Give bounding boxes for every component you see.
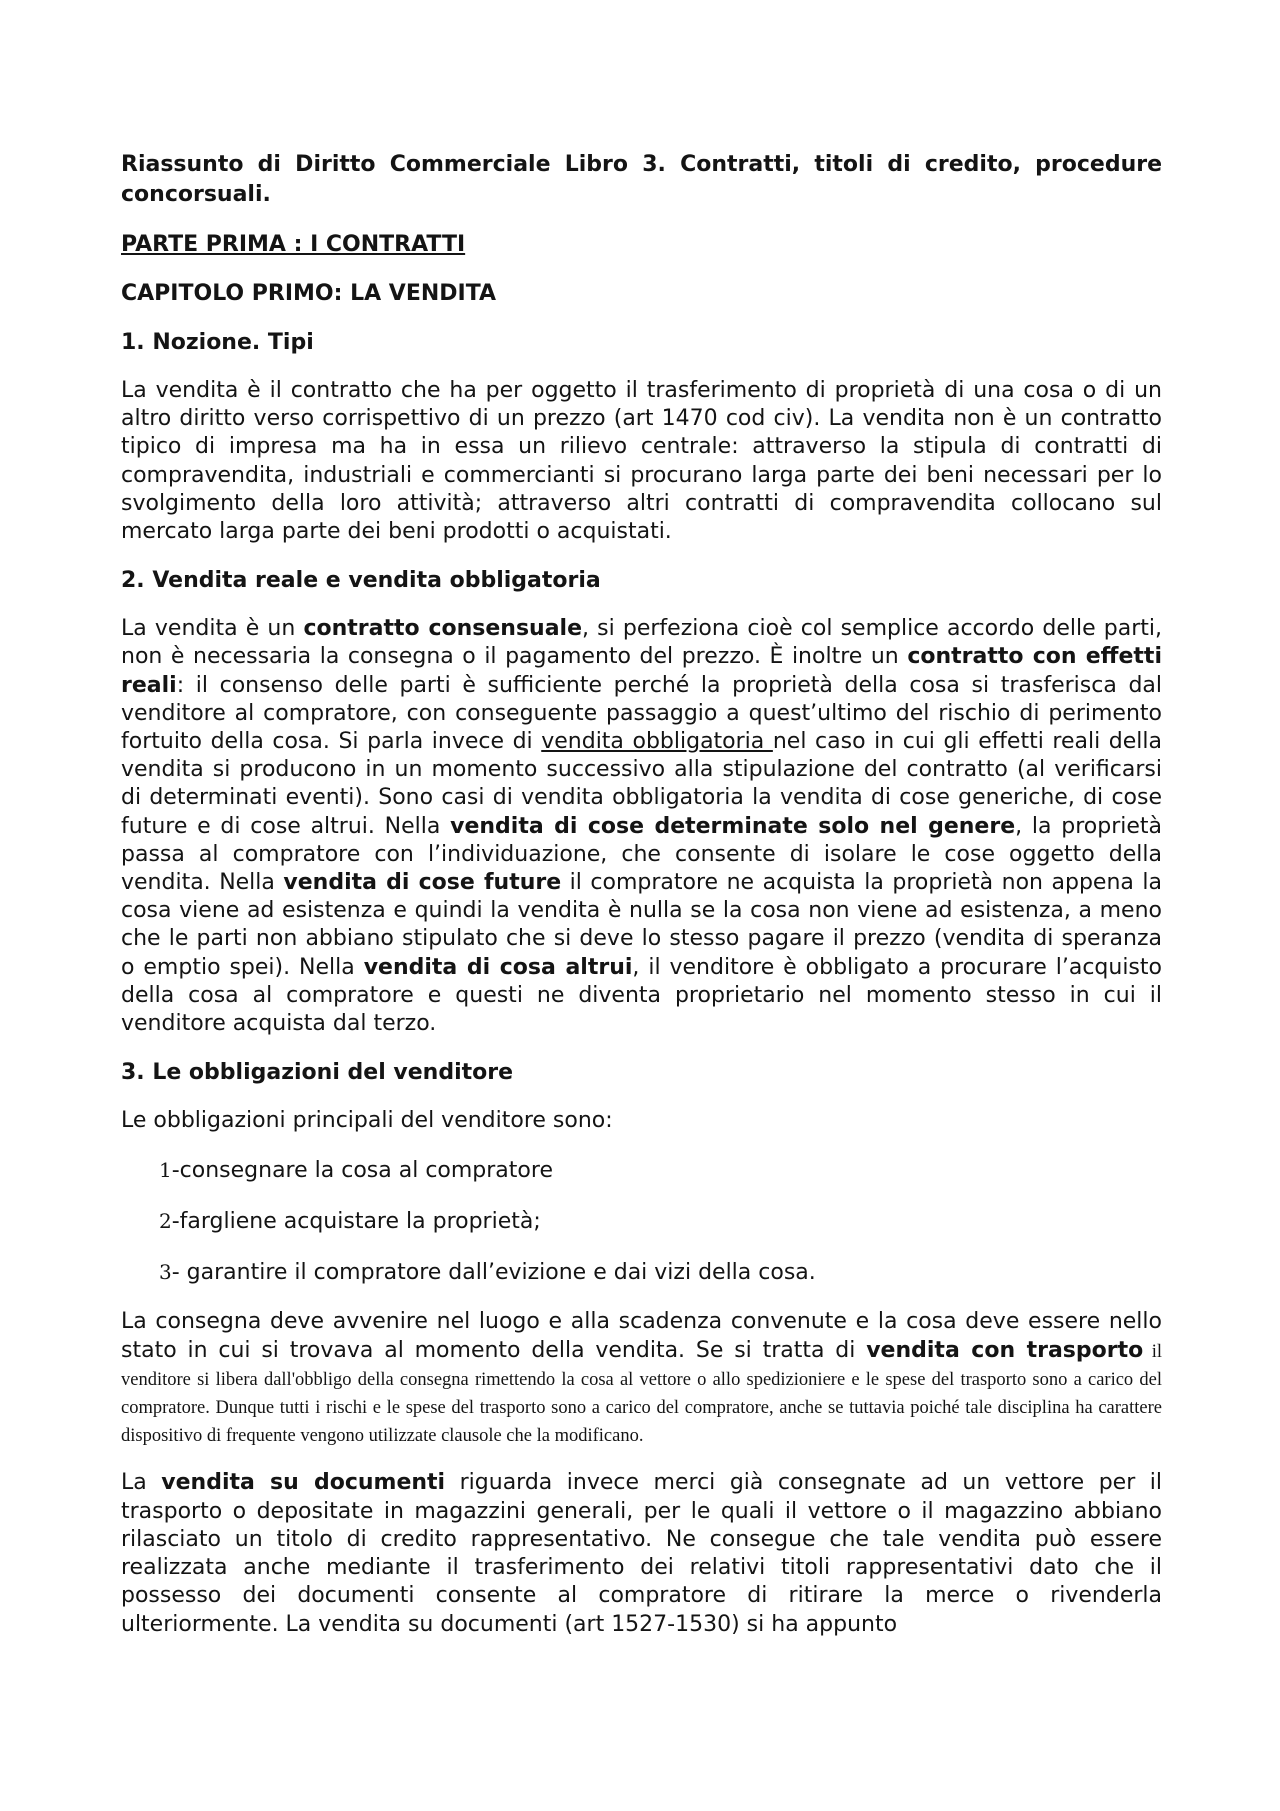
list-item xyxy=(159,1155,1162,1186)
list-item xyxy=(159,1257,1162,1288)
list-intro: Le obbligazioni principali del venditore sono: xyxy=(121,1108,613,1134)
chapter-heading: CAPITOLO PRIMO: LA VENDITA xyxy=(121,281,497,306)
part-heading-text: PARTE PRIMA : I CONTRATTI xyxy=(121,232,466,257)
bold-term: vendita su documenti xyxy=(161,1470,446,1496)
underlined-term: vendita obbligatoria xyxy=(541,729,773,755)
text-run: riguarda invece merci già consegnate ad un vettore per il trasporto o depositate in magazzini generali, per le quali il vettore o il magazzino abbiano rilasciato un titolo di credito rappresentativo. Ne consegue che tale vendita può essere realizzata anche mediante il trasferimento dei relativi titoli rappresentativi dato che il possesso dei documenti consente al compratore di ritirare la merce o rivenderla ulteriormente. La vendita su documenti (art 1527-1530) si ha appunto xyxy=(121,1470,1163,1637)
text-run: , la proprietà passa al compratore con l’individuazione, che consente di isolare le cose oggetto della vendita. Nella xyxy=(121,813,1162,896)
text-run: nel caso in cui gli effetti reali della vendita si producono in un momento successivo alla stipulazione del contratto (al verificarsi di determinati eventi). Sono casi di vendita obbligatoria la vendita di cose generiche, di cose future e di cose altrui. Nella xyxy=(121,729,1162,839)
text-run: , si perfeziona cioè col semplice accordo delle parti, non è necessaria la consegna o il pagamento del prezzo. È inoltre un xyxy=(121,616,1162,670)
list-text: - garantire il compratore dall’evizione e dai vizi della cosa. xyxy=(171,1260,816,1286)
paragraph: La vendita è il contratto che ha per oggetto il trasferimento di proprietà di una cosa o di un altro diritto verso corrispettivo di un prezzo (art 1470 cod civ). La vendita non è un contratto tipico di impresa ma ha in essa un rilievo centrale: attraverso la stipula di contratti di compravendita, industriali e commercianti si procurano larga parte dei beni necessari per lo svolgimento della loro attività; attraverso altri contratti di compravendita collocano sul mercato larga parte dei beni prodotti o acquistati. xyxy=(121,378,1162,545)
serif-text-run: il venditore si libera dall'obbligo della consegna rimettendo la cosa al vettore o allo spedizioniere e le spese del trasporto sono a carico del compratore. Dunque tutti i rischi e le spese del trasporto sono a carico del compratore, anche se tuttavia poiché tale disciplina ha carattere dispositivo di frequente vengono utilizzate clausole che la modificano. xyxy=(121,1341,1162,1447)
paragraph xyxy=(121,1308,1162,1449)
part-heading xyxy=(121,230,1162,260)
text-run: il compratore ne acquista la proprietà non appena la cosa viene ad esistenza e quindi la vendita è nulla se la cosa non viene ad esistenza, a meno che le parti non abbiano stipulato che si deve lo stesso pagare il prezzo (vendita di speranza o emptio spei). Nella xyxy=(121,870,1162,980)
list-number: 2 xyxy=(159,1209,172,1234)
section-heading: 3. Le obbligazioni del venditore xyxy=(121,1060,514,1086)
document-title: Riassunto di Diritto Commerciale Libro 3. Contratti, titoli di credito, procedure concorsuali. xyxy=(121,152,1162,207)
list-number: 1 xyxy=(159,1158,172,1183)
bold-term: contratto con effetti reali xyxy=(121,644,1162,698)
text-run: , il venditore è obbligato a procurare l’acquisto della cosa al compratore e questi ne diventa proprietario nel momento stesso in cui il venditore acquista dal terzo. xyxy=(121,954,1162,1037)
text-run: La xyxy=(121,1470,162,1496)
bold-term: contratto consensuale xyxy=(303,616,583,642)
document-page xyxy=(121,150,1162,1639)
bold-term: vendita con trasporto xyxy=(866,1337,1144,1363)
bold-term: vendita di cose determinate solo nel genere xyxy=(450,813,1016,839)
section-heading: 1. Nozione. Tipi xyxy=(121,330,314,355)
section-heading: 2. Vendita reale e vendita obbligatoria xyxy=(121,568,601,594)
text-run: : il consenso delle parti è sufficiente perché la proprietà della cosa si trasferisca dal venditore al compratore, con conseguente passaggio a quest’ultimo del rischio di perimento fortuito della cosa. Si parla invece di xyxy=(121,672,1162,755)
list-text: -consegnare la cosa al compratore xyxy=(171,1158,553,1184)
bold-term: vendita di cosa altrui xyxy=(363,954,633,980)
list-text: -fargliene acquistare la proprietà; xyxy=(171,1209,541,1235)
paragraph xyxy=(121,1469,1162,1638)
paragraph xyxy=(121,615,1162,1038)
text-run: La consegna deve avvenire nel luogo e alla scadenza convenute e la cosa deve essere nello stato in cui si trovava al momento della vendita. Se si tratta di xyxy=(121,1309,1162,1363)
bold-term: vendita di cose future xyxy=(283,870,562,896)
text-run: La vendita è un xyxy=(121,616,304,642)
list-item xyxy=(159,1206,1162,1237)
list-number: 3 xyxy=(159,1260,172,1285)
